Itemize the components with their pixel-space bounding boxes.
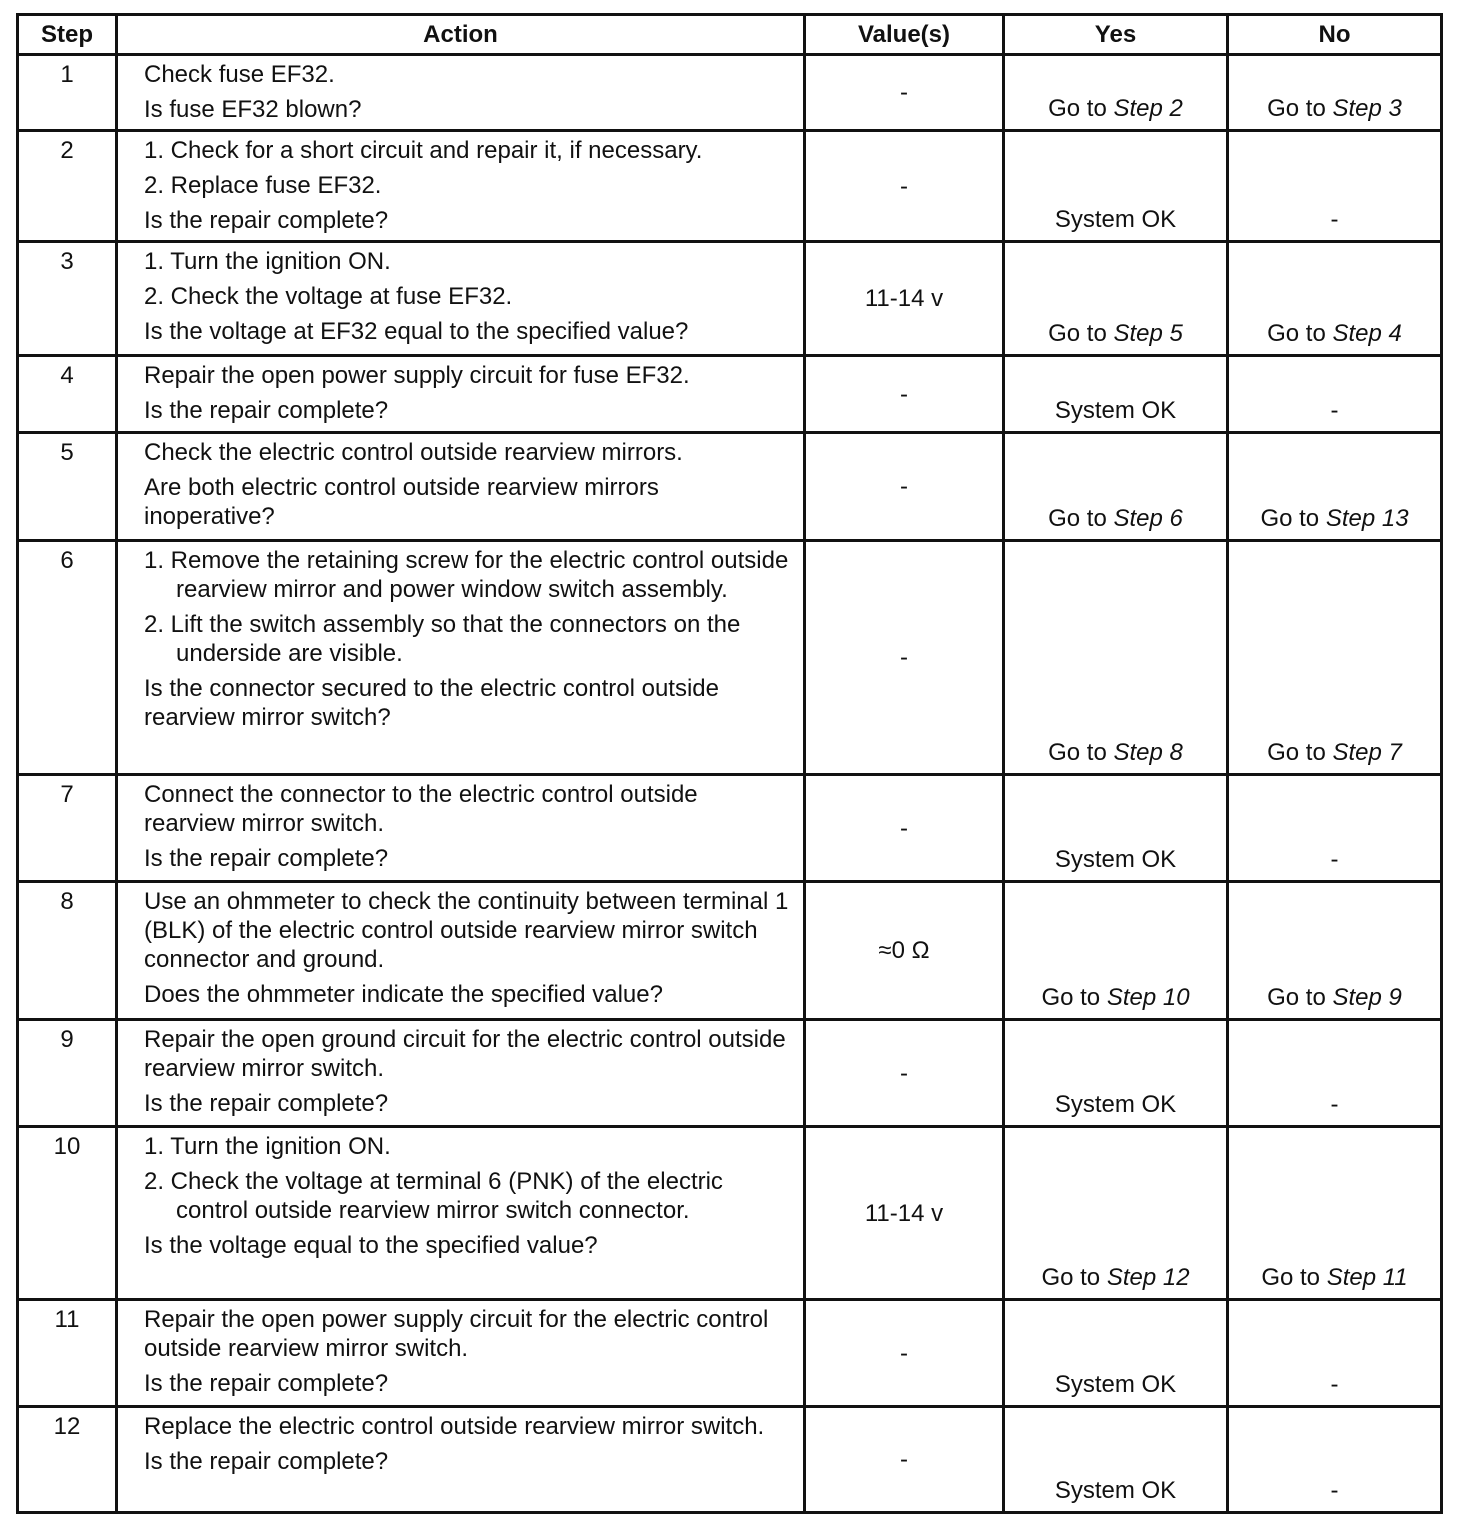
yes-result-text: System OK	[1054, 397, 1177, 424]
step-number: 4	[18, 356, 117, 433]
action-cell	[117, 131, 805, 242]
no-result-text: -	[1330, 1477, 1339, 1504]
no-step-reference: Step 3	[1332, 95, 1402, 122]
header-action: Action	[117, 15, 805, 55]
no-goto-prefix: Go to	[1260, 505, 1326, 532]
action-numbered-step: 2. Lift the switch assembly so that the connectors on the underside are visible.	[144, 611, 741, 667]
table-row	[18, 541, 1442, 775]
table-row	[18, 55, 1442, 131]
action-line: Check the electric control outside rearview mirrors.	[144, 439, 683, 466]
action-cell	[117, 1127, 805, 1300]
yes-cell	[1004, 1300, 1228, 1407]
yes-cell	[1004, 433, 1228, 541]
action-cell	[117, 882, 805, 1020]
yes-cell	[1004, 1407, 1228, 1513]
yes-cell	[1004, 1020, 1228, 1127]
no-step-reference: Step 7	[1332, 739, 1402, 766]
action-line: Is the connector secured to the electric control outside rearview mirror switch?	[144, 675, 719, 731]
action-numbered-step: 1. Check for a short circuit and repair it, if necessary.	[144, 137, 703, 164]
action-cell	[117, 1020, 805, 1127]
table-row	[18, 775, 1442, 882]
yes-result-text: System OK	[1054, 1477, 1177, 1504]
table-row	[18, 356, 1442, 433]
no-cell	[1228, 356, 1442, 433]
step-number: 8	[18, 882, 117, 1020]
action-line: Check fuse EF32.	[144, 61, 335, 88]
table-row	[18, 1407, 1442, 1513]
action-line: Use an ohmmeter to check the continuity between terminal 1 (BLK) of the electric control outside rearview mirror switch connector and ground.	[144, 888, 789, 973]
yes-cell	[1004, 242, 1228, 356]
no-goto-prefix: Go to	[1267, 984, 1333, 1011]
no-cell	[1228, 242, 1442, 356]
action-line: Connect the connector to the electric control outside rearview mirror switch.	[144, 781, 698, 837]
yes-cell	[1004, 55, 1228, 131]
table-row	[18, 882, 1442, 1020]
diagnostic-table	[16, 13, 1443, 1514]
action-line: Is the repair complete?	[144, 207, 389, 234]
action-line: Is the repair complete?	[144, 1370, 389, 1397]
yes-step-reference: Step 10	[1106, 984, 1190, 1011]
no-goto-prefix: Go to	[1267, 739, 1333, 766]
no-cell	[1228, 131, 1442, 242]
no-cell	[1228, 433, 1442, 541]
step-number: 10	[18, 1127, 117, 1300]
header-step: Step	[18, 15, 117, 55]
table-row	[18, 1020, 1442, 1127]
step-number: 6	[18, 541, 117, 775]
action-line: Does the ohmmeter indicate the specified value?	[144, 981, 663, 1008]
value-cell: -	[805, 1407, 1004, 1513]
step-number: 1	[18, 55, 117, 131]
yes-goto-prefix: Go to	[1048, 739, 1114, 766]
no-cell	[1228, 1020, 1442, 1127]
yes-goto-prefix: Go to	[1041, 984, 1107, 1011]
header-no: No	[1228, 15, 1442, 55]
header-yes: Yes	[1004, 15, 1228, 55]
no-cell	[1228, 55, 1442, 131]
table-row	[18, 1127, 1442, 1300]
action-cell	[117, 775, 805, 882]
value-cell: -	[805, 356, 1004, 433]
yes-cell	[1004, 131, 1228, 242]
header-row	[18, 15, 1442, 55]
action-cell	[117, 242, 805, 356]
action-line: Are both electric control outside rearview mirrors inoperative?	[144, 474, 659, 530]
table-body	[18, 55, 1442, 1513]
yes-step-reference: Step 12	[1106, 1264, 1190, 1291]
no-cell	[1228, 1407, 1442, 1513]
action-numbered-step: 2. Check the voltage at terminal 6 (PNK) of the electric control outside rearview mirror switch connector.	[144, 1168, 723, 1224]
no-goto-prefix: Go to	[1267, 320, 1333, 347]
value-cell: -	[805, 55, 1004, 131]
yes-result-text: System OK	[1054, 1371, 1177, 1398]
value-cell: -	[805, 131, 1004, 242]
action-line: Replace the electric control outside rearview mirror switch.	[144, 1413, 765, 1440]
yes-result-text: System OK	[1054, 206, 1177, 233]
no-goto-prefix: Go to	[1267, 95, 1333, 122]
no-step-reference: Step 11	[1326, 1264, 1408, 1291]
no-cell	[1228, 1127, 1442, 1300]
value-cell: -	[805, 1300, 1004, 1407]
no-result-text: -	[1330, 397, 1339, 424]
yes-cell	[1004, 1127, 1228, 1300]
action-numbered-step: 1. Remove the retaining screw for the electric control outside rearview mirror and power window switch assembly.	[144, 547, 789, 603]
yes-goto-prefix: Go to	[1048, 95, 1114, 122]
value-cell: 11-14 v	[805, 242, 1004, 356]
yes-goto-prefix: Go to	[1048, 505, 1114, 532]
action-line: Is fuse EF32 blown?	[144, 96, 362, 123]
action-line: Is the repair complete?	[144, 1090, 389, 1117]
no-step-reference: Step 4	[1332, 320, 1402, 347]
no-cell	[1228, 775, 1442, 882]
yes-cell	[1004, 775, 1228, 882]
yes-step-reference: Step 5	[1113, 320, 1183, 347]
no-result-text: -	[1330, 846, 1339, 873]
table-row	[18, 1300, 1442, 1407]
action-line: Is the repair complete?	[144, 845, 389, 872]
step-number: 11	[18, 1300, 117, 1407]
no-cell	[1228, 1300, 1442, 1407]
value-cell: -	[805, 775, 1004, 882]
step-number: 3	[18, 242, 117, 356]
yes-step-reference: Step 8	[1113, 739, 1183, 766]
yes-cell	[1004, 356, 1228, 433]
header-values: Value(s)	[805, 15, 1004, 55]
action-numbered-step: 1. Turn the ignition ON.	[144, 248, 391, 275]
action-numbered-step: 1. Turn the ignition ON.	[144, 1133, 391, 1160]
action-cell	[117, 1407, 805, 1513]
table-row	[18, 131, 1442, 242]
no-step-reference: Step 13	[1325, 505, 1409, 532]
yes-result-text: System OK	[1054, 1091, 1177, 1118]
yes-goto-prefix: Go to	[1048, 320, 1114, 347]
no-result-text: -	[1330, 1091, 1339, 1118]
value-cell: ≈0 Ω	[805, 882, 1004, 1020]
yes-goto-prefix: Go to	[1041, 1264, 1107, 1291]
yes-step-reference: Step 2	[1113, 95, 1183, 122]
value-cell: -	[805, 541, 1004, 775]
table-row	[18, 242, 1442, 356]
action-line: Repair the open power supply circuit for fuse EF32.	[144, 362, 690, 389]
action-cell	[117, 541, 805, 775]
action-line: Repair the open ground circuit for the electric control outside rearview mirror switch.	[144, 1026, 786, 1082]
no-cell	[1228, 882, 1442, 1020]
action-line: Is the voltage equal to the specified value?	[144, 1232, 598, 1259]
action-numbered-step: 2. Replace fuse EF32.	[144, 172, 382, 199]
step-number: 5	[18, 433, 117, 541]
action-cell	[117, 55, 805, 131]
step-number: 12	[18, 1407, 117, 1513]
action-cell	[117, 1300, 805, 1407]
step-number: 9	[18, 1020, 117, 1127]
no-result-text: -	[1330, 206, 1339, 233]
table-row	[18, 433, 1442, 541]
action-cell	[117, 433, 805, 541]
value-cell: -	[805, 433, 1004, 541]
yes-cell	[1004, 541, 1228, 775]
action-cell	[117, 356, 805, 433]
yes-cell	[1004, 882, 1228, 1020]
step-number: 7	[18, 775, 117, 882]
yes-result-text: System OK	[1054, 846, 1177, 873]
action-line: Is the repair complete?	[144, 1448, 389, 1475]
no-goto-prefix: Go to	[1261, 1264, 1327, 1291]
action-numbered-step: 2. Check the voltage at fuse EF32.	[144, 283, 513, 310]
action-line: Is the voltage at EF32 equal to the specified value?	[144, 318, 689, 345]
value-cell: 11-14 v	[805, 1127, 1004, 1300]
no-result-text: -	[1330, 1371, 1339, 1398]
step-number: 2	[18, 131, 117, 242]
yes-step-reference: Step 6	[1113, 505, 1183, 532]
value-cell: -	[805, 1020, 1004, 1127]
no-cell	[1228, 541, 1442, 775]
action-line: Repair the open power supply circuit for the electric control outside rearview mirror switch.	[144, 1306, 769, 1362]
action-line: Is the repair complete?	[144, 397, 389, 424]
no-step-reference: Step 9	[1332, 984, 1402, 1011]
